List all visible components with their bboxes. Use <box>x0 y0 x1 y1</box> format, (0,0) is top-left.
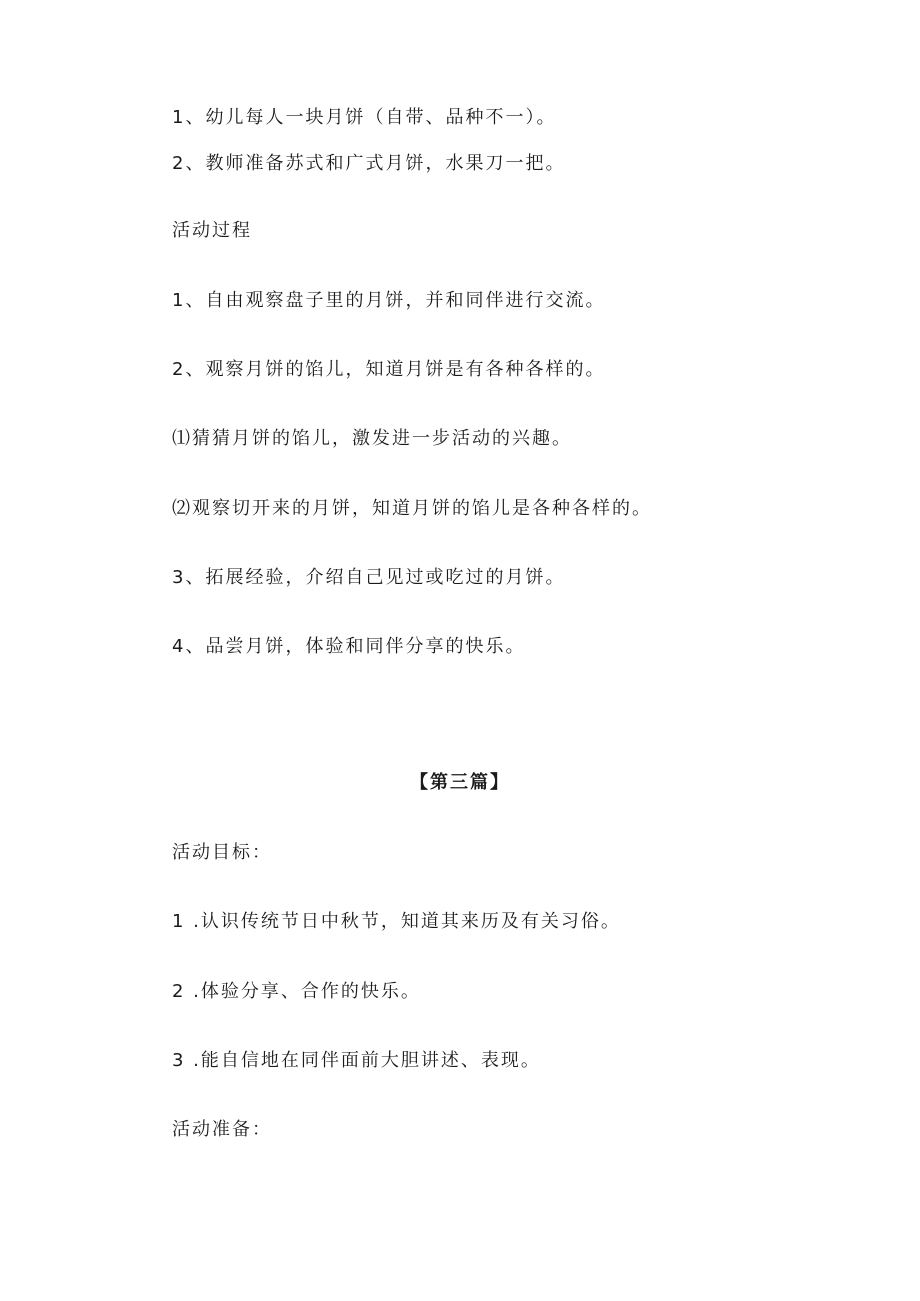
process-step-1: 1、自由观察盘子里的月饼，并和同伴进行交流。 <box>172 290 606 311</box>
prep-item-2: 2、教师准备苏式和广式月饼，水果刀一把。 <box>172 153 566 174</box>
process-substep-2: ⑵观察切开来的月饼，知道月饼的馅儿是各种各样的。 <box>172 498 652 519</box>
process-substep-1: ⑴猜猜月饼的馅儿，激发进一步活动的兴趣。 <box>172 428 572 449</box>
goal-item-2: 2 .体验分享、合作的快乐。 <box>172 981 421 1002</box>
process-step-4: 4、品尝月饼，体验和同伴分享的快乐。 <box>172 636 526 657</box>
goal-item-3: 3 .能自信地在同伴面前大胆讲述、表现。 <box>172 1050 541 1071</box>
process-heading: 活动过程 <box>172 220 252 241</box>
section-title: 【第三篇】 <box>410 772 510 793</box>
process-step-2: 2、观察月饼的馅儿，知道月饼是有各种各样的。 <box>172 359 606 380</box>
prep-heading: 活动准备： <box>172 1119 272 1140</box>
process-step-3: 3、拓展经验，介绍自己见过或吃过的月饼。 <box>172 567 566 588</box>
prep-item-1: 1、幼儿每人一块月饼（自带、品种不一）。 <box>172 107 557 128</box>
goal-item-1: 1 .认识传统节日中秋节，知道其来历及有关习俗。 <box>172 911 621 932</box>
goals-heading: 活动目标： <box>172 842 272 863</box>
